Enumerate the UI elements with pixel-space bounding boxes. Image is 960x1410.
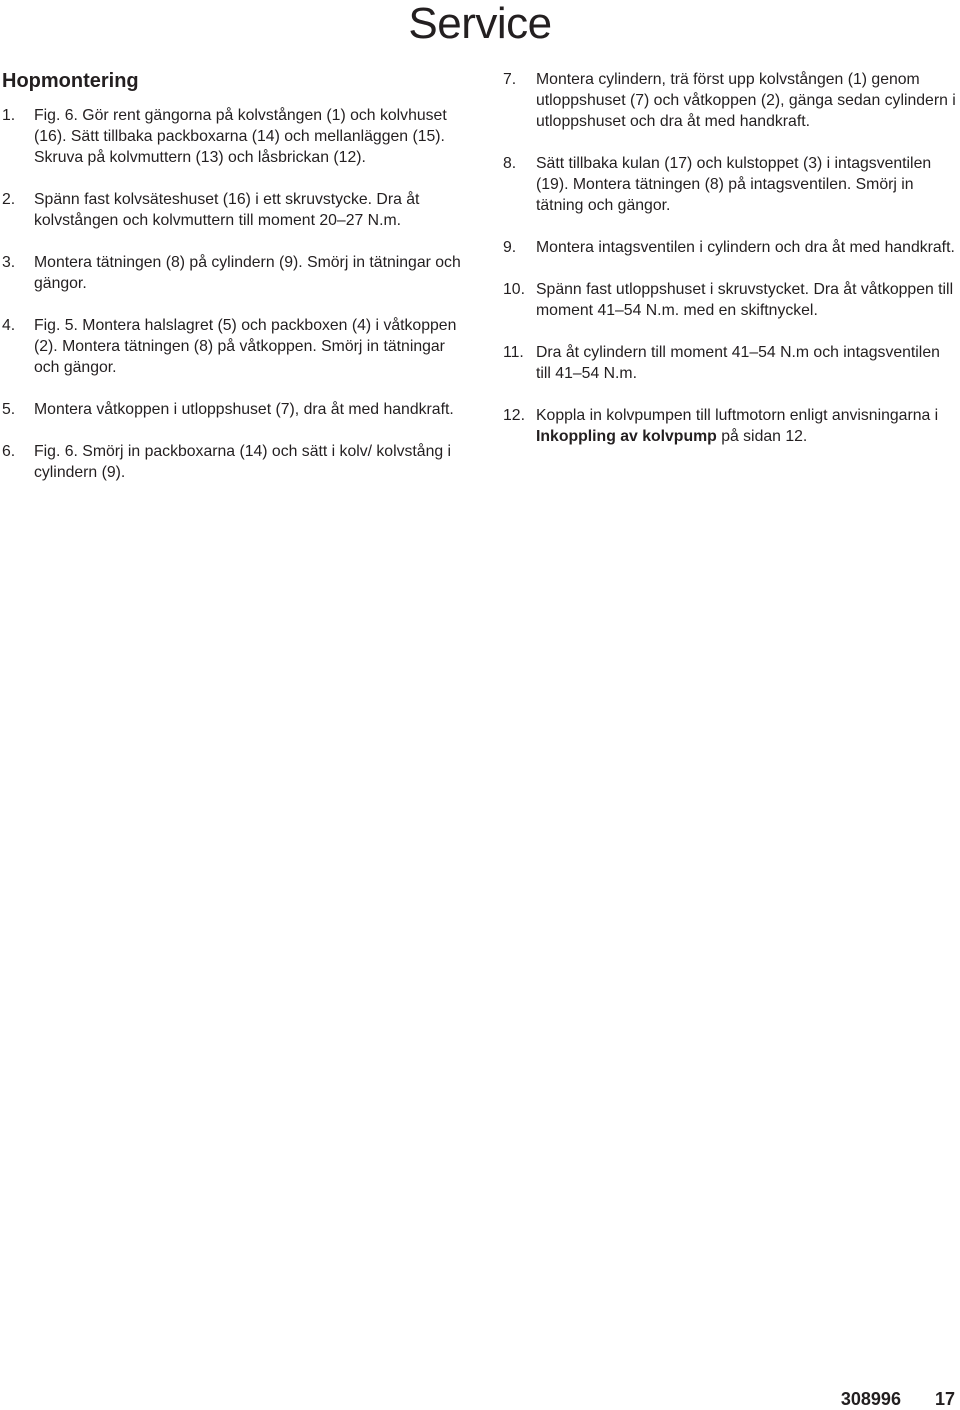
step-text: Montera tätningen (8) på cylindern (9). Smörj in tätningar och gängor.: [34, 254, 461, 292]
step-item: [2, 252, 464, 294]
step-text: Fig. 6. Gör rent gängorna på kolvstången (1) och kolvhuset (16). Sätt tillbaka packboxarna (14) och mellanläggen (15). Skruva på kolvmuttern (13) och låsbrickan (12).: [34, 107, 447, 166]
step-item: [2, 189, 464, 231]
section-reference: Inkoppling av kolvpump: [536, 428, 717, 445]
page-number: 17: [934, 1389, 955, 1409]
step-number: 2.: [2, 191, 16, 208]
step-item: [503, 342, 959, 384]
step-item: [2, 105, 464, 168]
step-text: Fig. 6. Smörj in packboxarna (14) och sätt i kolv/ kolvstång i cylindern (9).: [34, 443, 452, 481]
step-text: Sätt tillbaka kulan (17) och kulstoppet (3) i intagsventilen (19). Montera tätningen (8) på intagsventilen. Smörj in tätning och gängor.: [536, 155, 932, 214]
step-item: [2, 315, 464, 378]
step-item: [503, 69, 959, 132]
step-number: 7.: [503, 71, 517, 88]
step-item: [503, 237, 959, 258]
step-number: 4.: [2, 317, 16, 334]
step-item: [503, 153, 959, 216]
step-number: 5.: [2, 401, 16, 418]
step-number: 12.: [503, 407, 525, 424]
page-title: Service: [408, 0, 552, 48]
step-number: 8.: [503, 155, 517, 172]
step-number: 6.: [2, 443, 16, 460]
step-item: [503, 279, 959, 321]
step-item: [2, 399, 464, 420]
step-item: [503, 405, 959, 447]
left-column: [2, 60, 464, 504]
step-text: Fig. 5. Montera halslagret (5) och packboxen (4) i våtkoppen (2). Montera tätningen (8) på våtkoppen. Smörj in tätningar och gängor.: [34, 317, 457, 376]
step-text: Montera våtkoppen i utloppshuset (7), dra åt med handkraft.: [34, 401, 454, 418]
step-text-before: Koppla in kolvpumpen till luftmotorn enligt anvisningarna i: [536, 407, 939, 424]
document-number: 308996: [840, 1389, 901, 1409]
step-number: 11.: [503, 344, 524, 361]
step-list-right: [503, 69, 959, 447]
step-text: [536, 405, 959, 447]
right-column: [503, 60, 959, 468]
step-number: 3.: [2, 254, 16, 271]
step-text: Montera intagsventilen i cylindern och dra åt med handkraft.: [536, 239, 955, 256]
section-heading: Hopmontering: [2, 70, 139, 92]
step-text: Spänn fast kolvsäteshuset (16) i ett skruvstycke. Dra åt kolvstången och kolvmuttern till moment 20–27 N.m.: [34, 191, 420, 229]
step-number: 9.: [503, 239, 517, 256]
step-text: Dra åt cylindern till moment 41–54 N.m och intagsventilen till 41–54 N.m.: [536, 344, 940, 382]
step-text: Spänn fast utloppshuset i skruvstycket. Dra åt våtkoppen till moment 41–54 N.m. med en skiftnyckel.: [536, 281, 954, 319]
step-list-left: [2, 105, 464, 483]
step-text-after: på sidan 12.: [716, 428, 808, 445]
step-number: 1.: [2, 107, 16, 124]
page-footer: [841, 1388, 955, 1410]
step-item: [2, 441, 464, 483]
step-number: 10.: [503, 281, 525, 298]
step-text: Montera cylindern, trä först upp kolvstången (1) genom utloppshuset (7) och våtkoppen (2), gänga sedan cylindern i utloppshuset och dra åt med handkraft.: [536, 71, 956, 130]
